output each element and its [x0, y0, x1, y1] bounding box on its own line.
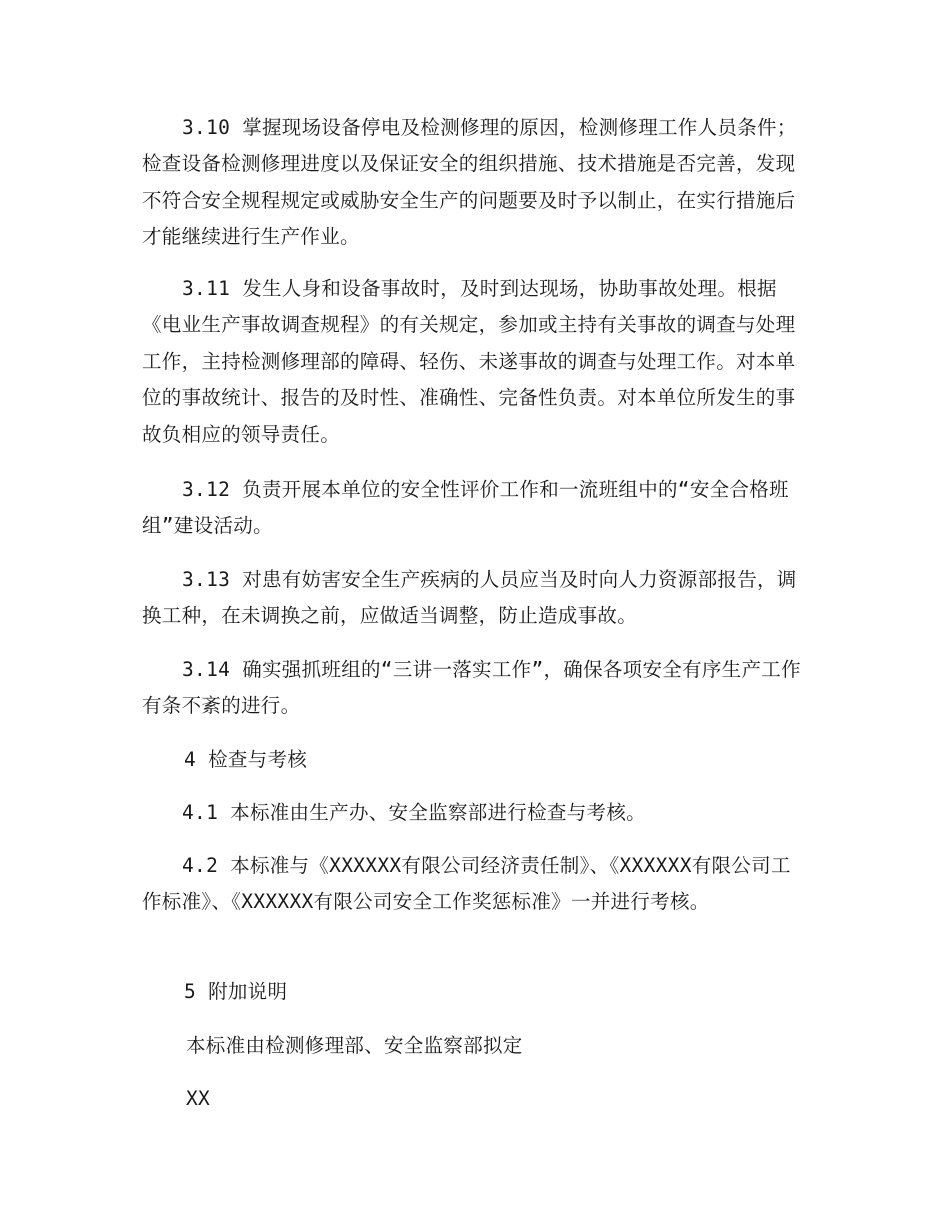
section-heading-4: 4 检查与考核 — [184, 748, 308, 771]
paragraph-3-12: 3.12 负责开展本单位的安全性评价工作和一流班组中的“安全合格班组”建设活动。 — [142, 478, 789, 538]
paragraph-4-2: 4.2 本标准与《XXXXXX有限公司经济责任制》、《XXXXXX有限公司工作标准》、《XXXXXX有限公司安全工作奖惩标准》一并进行考核。 — [142, 854, 791, 914]
paragraph-3-11: 3.11 发生人身和设备事故时，及时到达现场，协助事故处理。根据《电业生产事故调查规程》的有关规定，参加或主持有关事故的调查与处理工作，主持检测修理部的障碍、轻伤、未遂事故的调查与处理工作。对本单位的事故统计、报告的及时性、准确性、完备性负责。对本单位所发生的事故负相应的领导责任。 — [142, 277, 796, 446]
paragraph-3-14: 3.14 确实强抓班组的“三讲一落实工作”，确保各项安全有序生产工作有条不紊的进行。 — [142, 658, 801, 718]
paragraph-4-1: 4.1 本标准由生产办、安全监察部进行检查与考核。 — [182, 801, 646, 824]
paragraph-drafted-by: 本标准由检测修理部、安全监察部拟定 — [186, 1034, 523, 1057]
section-heading-5: 5 附加说明 — [184, 980, 288, 1003]
paragraph-3-10: 3.10 掌握现场设备停电及检测修理的原因，检测修理工作人员条件；检查设备检测修理进度以及保证安全的组织措施、技术措施是否完善，发现不符合安全规程规定或威胁安全生产的问题要及时予以制止，在实行措施后才能继续进行生产作业。 — [142, 116, 797, 249]
paragraph-xx: XX — [186, 1087, 211, 1110]
paragraph-3-13: 3.13 对患有妨害安全生产疾病的人员应当及时向人力资源部报告，调换工种，在未调换之前，应做适当调整，防止造成事故。 — [142, 568, 797, 628]
